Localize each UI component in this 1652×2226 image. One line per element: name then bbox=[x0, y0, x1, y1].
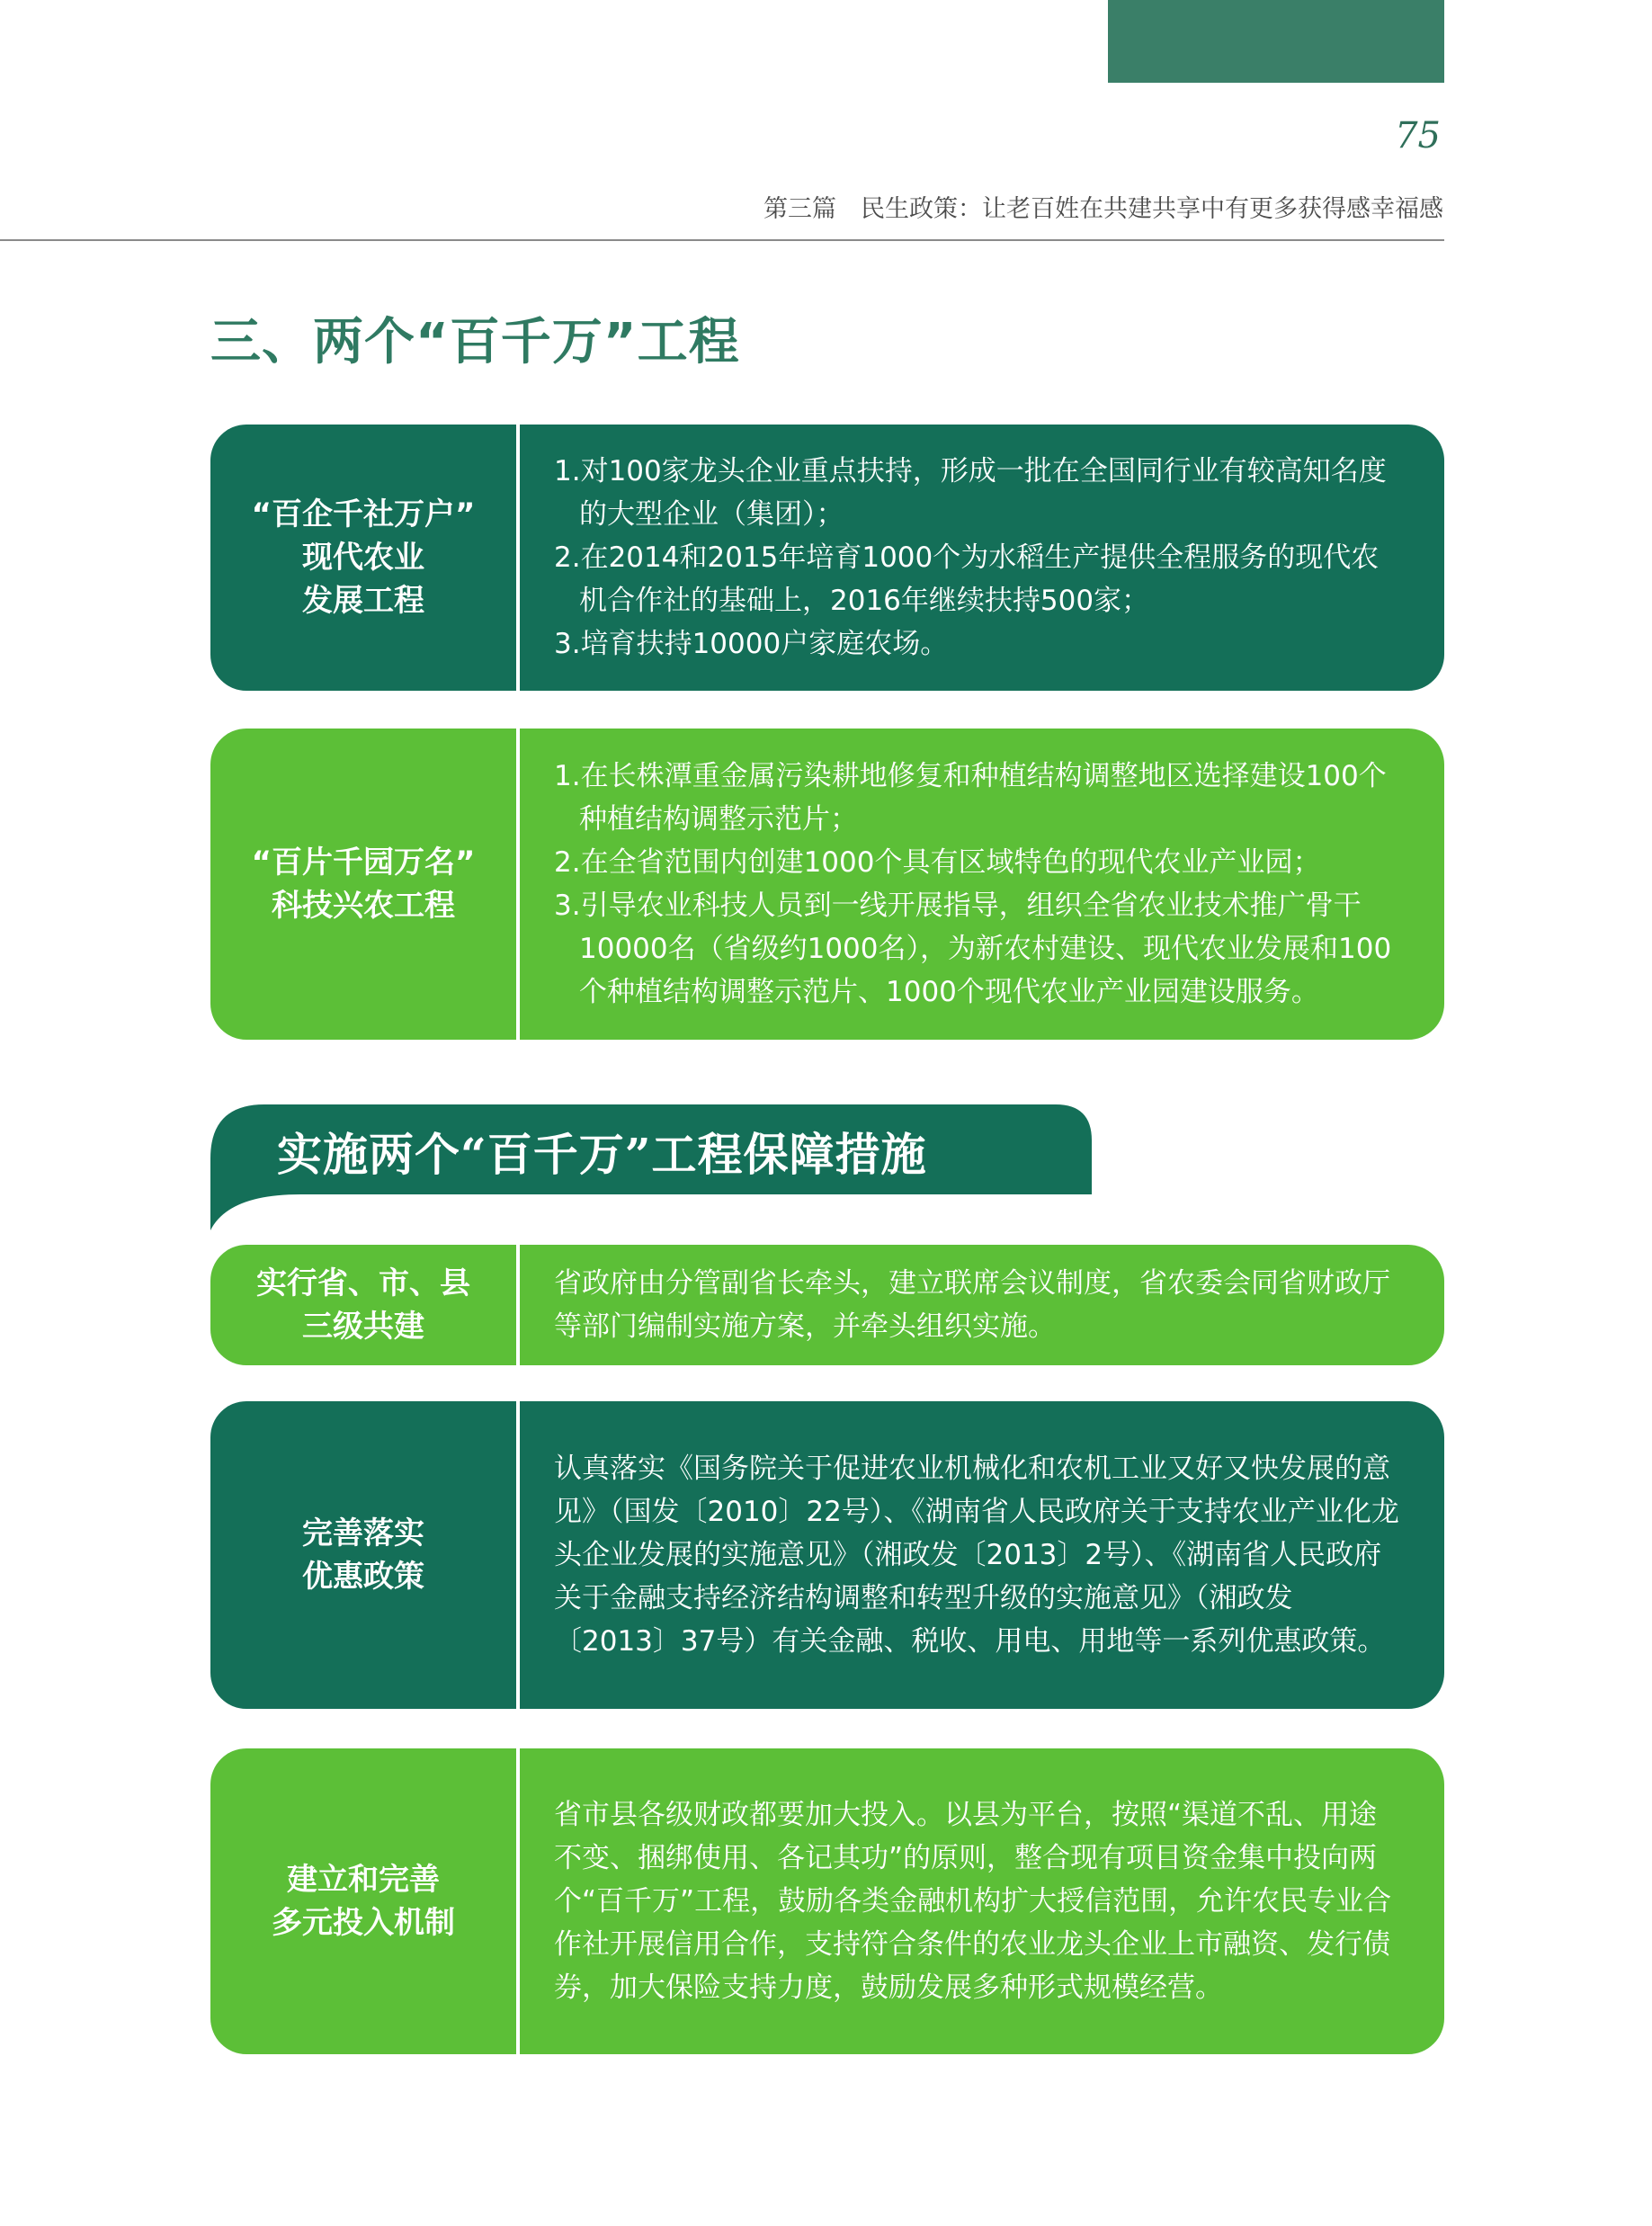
measures-title: 实施两个“百千万”工程保障措施 bbox=[277, 1128, 927, 1181]
list-item: 1.在长株潭重金属污染耕地修复和种植结构调整地区选择建设100个种植结构调整示范片； bbox=[554, 760, 1387, 836]
page-number: 75 bbox=[1395, 115, 1441, 156]
corner-tab bbox=[1108, 0, 1444, 83]
project-card-1 bbox=[210, 425, 1444, 691]
list-item: 3.引导农业科技人员到一线开展指导，组织全省农业技术推广骨干10000名（省级约1000名），为新农村建设、现代农业发展和100个种植结构调整示范片、1000个现代农业产业园建设服务。 bbox=[554, 890, 1392, 1008]
section-title: 三、两个“百千万”工程 bbox=[210, 313, 740, 371]
measure-card-body bbox=[520, 1401, 1444, 1709]
list-item: 2.在全省范围内创建1000个具有区域特色的现代农业产业园； bbox=[554, 846, 1321, 879]
measure-card-body bbox=[520, 1245, 1444, 1365]
project-card-label: “百片千园万名” 科技兴农工程 bbox=[251, 845, 476, 924]
measure-card-1 bbox=[210, 1245, 1444, 1365]
project-card-body bbox=[520, 425, 1444, 691]
header-rule bbox=[0, 239, 1444, 241]
measure-text: 省市县各级财政都要加大投入。以县为平台，按照“渠道不乱、用途不变、捆绑使用、各记其功”的原则，整合现有项目资金集中投向两个“百千万”工程，鼓励各类金融机构扩大授信范围，允许农民专业合作社开展信用合作，支持符合条件的农业龙头企业上市融资、发行债券，加大保险支持力度，鼓励发展多种形式规模经营。 bbox=[554, 1799, 1392, 2004]
list-item: 3.培育扶持10000户家庭农场。 bbox=[554, 628, 949, 660]
measures-banner bbox=[210, 1104, 1092, 1230]
running-header: 第三篇 民生政策：让老百姓在共建共享中有更多获得感幸福感 bbox=[763, 195, 1443, 223]
measure-card-label: 建立和完善 多元投入机制 bbox=[272, 1862, 455, 1941]
measure-card-3 bbox=[210, 1748, 1444, 2054]
project-card-label: “百企千社万户” 现代农业 发展工程 bbox=[251, 496, 476, 619]
measure-card-body bbox=[520, 1748, 1444, 2054]
measure-card-label: 完善落实 优惠政策 bbox=[302, 1515, 424, 1595]
project-card-2 bbox=[210, 729, 1444, 1040]
project-card-body bbox=[520, 729, 1444, 1040]
measure-card-label: 实行省、市、县 三级共建 bbox=[256, 1265, 470, 1345]
measure-text: 认真落实《国务院关于促进农业机械化和农机工业又好又快发展的意见》（国发〔2010〕22号）、《湖南省人民政府关于支持农业产业化龙头企业发展的实施意见》（湘政发〔2013〕2号）、《湖南省人民政府关于金融支持经济结构调整和转型升级的实施意见》（湘政发〔2013〕37号）有关金融、税收、用电、用地等一系列优惠政策。 bbox=[554, 1453, 1399, 1658]
measure-text: 省政府由分管副省长牵头，建立联席会议制度，省农委会同省财政厅等部门编制实施方案，并牵头组织实施。 bbox=[554, 1267, 1390, 1343]
measure-card-2 bbox=[210, 1401, 1444, 1709]
list-item: 1.对100家龙头企业重点扶持，形成一批在全国同行业有较高知名度的大型企业（集团）； bbox=[554, 455, 1387, 531]
list-item: 2.在2014和2015年培育1000个为水稻生产提供全程服务的现代农机合作社的基础上，2016年继续扶持500家； bbox=[554, 541, 1380, 617]
